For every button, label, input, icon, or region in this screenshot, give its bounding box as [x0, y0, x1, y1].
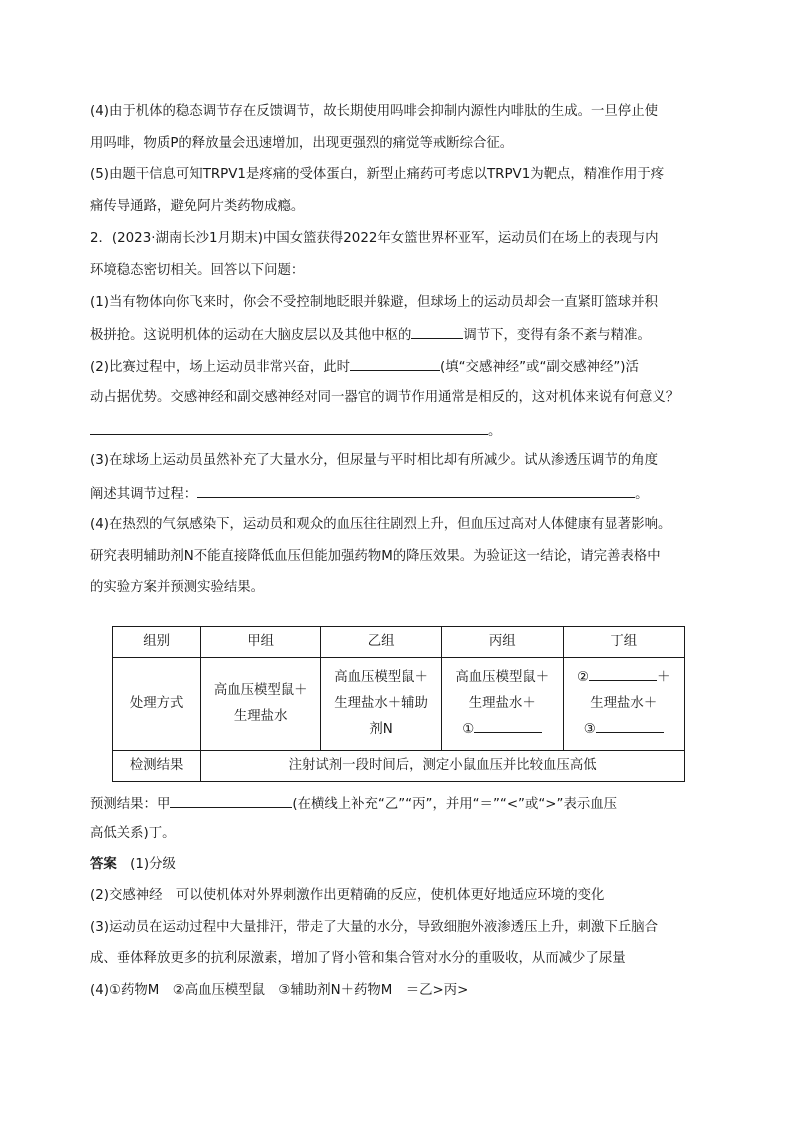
question2-intro-line1: 2．(2023·湖南长沙1月期末)中国女篮获得2022年女篮世界杯亚军，运动员们在场上的表现与内 [90, 231, 659, 246]
subquestion3-text-a: 阐述其调节过程： [90, 487, 198, 502]
table-row-result [113, 751, 685, 782]
cell-ding-line3 [564, 717, 685, 743]
answer-blank-2[interactable] [350, 357, 440, 371]
subquestion2-text-b: (填“交感神经”或“副交感神经”)活 [440, 360, 639, 375]
cell-ding-line1 [564, 665, 685, 691]
subquestion3-line1: (3)在球场上运动员虽然补充了大量水分，但尿量与平时相比却有所减少。试从渗透压调节的角度 [90, 453, 658, 468]
answer-2: (2)交感神经 可以使机体对外界刺激作出更精确的反应，使机体更好地适应环境的变化 [90, 888, 605, 903]
prediction-text-a: 预测结果：甲 [90, 797, 171, 812]
part4-line2: 用吗啡，物质P的释放量会迅速增加，出现更强烈的痛觉等戒断综合征。 [90, 136, 514, 151]
table-blank-2[interactable] [589, 666, 657, 681]
marker-2: ② [577, 670, 590, 685]
cell-ding-plus: ＋ [657, 670, 671, 685]
subquestion4-line3: 的实验方案并预测实验结果。 [90, 580, 265, 595]
answer-blank-4[interactable] [197, 484, 635, 498]
cell-bing-line1: 高血压模型鼠＋ [455, 670, 550, 685]
cell-jia-treatment [201, 658, 321, 751]
marker-1: ① [462, 722, 475, 737]
subquestion1-line1: (1)当有物体向你飞来时，你会不受控制地眨眼并躲避，但球场上的运动员却会一直紧盯篮球并积 [90, 295, 658, 310]
answer-1: (1)分级 [130, 857, 176, 872]
subquestion1-text-a: 极拼抢。这说明机体的运动在大脑皮层以及其他中枢的 [90, 328, 412, 343]
cell-bing-line2: 生理盐水＋ [468, 696, 536, 711]
cell-yi-line1: 高血压模型鼠＋ [334, 670, 428, 685]
marker-3: ③ [583, 722, 596, 737]
header-yi: 乙组 [321, 627, 442, 658]
answer-line1 [90, 856, 710, 874]
subquestion2-end: 。 [488, 424, 502, 439]
cell-yi-line2: 生理盐水＋辅助 [334, 696, 428, 711]
header-group: 组别 [113, 627, 201, 658]
cell-bing-treatment [442, 658, 563, 751]
row-label-treatment: 处理方式 [113, 658, 201, 751]
cell-ding-line2: 生理盐水＋ [590, 696, 658, 711]
part5-line1: (5)由题干信息可知TRPV1是疼痛的受体蛋白，新型止痛药可考虑以TRPV1为靶点，精准作用于疼 [90, 167, 665, 182]
part5-line2: 痛传导通路，避免阿片类药物成瘾。 [90, 199, 305, 214]
part4-line1: (4)由于机体的稳态调节存在反馈调节，故长期使用吗啡会抑制内源性内啡肽的生成。一旦停止使 [90, 104, 658, 119]
subquestion2-text-a: (2)比赛过程中，场上运动员非常兴奋，此时 [90, 360, 350, 375]
subquestion4-line1: (4)在热烈的气氛感染下，运动员和观众的血压往往剧烈上升，但血压过高对人体健康有显著影响。 [90, 517, 672, 532]
subquestion1-line2 [90, 325, 710, 345]
table-row-treatment [113, 658, 685, 751]
question2-intro-line2: 环境稳态密切相关。回答以下问题： [90, 263, 305, 278]
prediction-line1 [90, 794, 710, 814]
table-blank-1[interactable] [474, 718, 542, 733]
prediction-text-b: (在横线上补充“乙”“丙”，并用“＝”“<”或“>”表示血压 [292, 797, 618, 812]
answer-blank-3[interactable] [90, 421, 488, 435]
header-bing: 丙组 [442, 627, 563, 658]
subquestion2-line1 [90, 357, 710, 377]
cell-result-text: 注射试剂一段时间后，测定小鼠血压并比较血压高低 [201, 751, 685, 782]
prediction-blank[interactable] [170, 794, 292, 808]
prediction-line2: 高低关系)丁。 [90, 826, 176, 841]
cell-ding-treatment [563, 658, 685, 751]
subquestion1-text-b: 调节下，变得有条不紊与精准。 [463, 328, 651, 343]
answer-blank-1[interactable] [411, 325, 463, 339]
cell-yi-treatment [321, 658, 442, 751]
cell-jia-line1: 高血压模型鼠＋ [213, 683, 308, 698]
answer-3-line2: 成、垂体释放更多的抗利尿激素，增加了肾小管和集合管对水分的重吸收，从而减少了尿量 [90, 951, 626, 966]
cell-yi-line3: 剂N [369, 722, 393, 737]
subquestion3-line2 [90, 484, 710, 504]
row-label-result: 检测结果 [113, 751, 201, 782]
answer-3-line1: (3)运动员在运动过程中大量排汗，带走了大量的水分，导致细胞外液渗透压上升，刺激下丘脑合 [90, 920, 658, 935]
header-ding: 丁组 [563, 627, 685, 658]
answer-label: 答案 [90, 857, 117, 872]
cell-jia-line2: 生理盐水 [233, 709, 288, 724]
subquestion2-line3 [90, 421, 710, 441]
subquestion3-end: 。 [635, 487, 649, 502]
subquestion4-line2: 研究表明辅助剂N不能直接降低血压但能加强药物M的降压效果。为验证这一结论，请完善表格中 [90, 549, 661, 564]
answer-4: (4)①药物M ②高血压模型鼠 ③辅助剂N＋药物M ＝乙>丙> [90, 983, 469, 998]
header-jia: 甲组 [201, 627, 321, 658]
subquestion2-line2: 动占据优势。交感神经和副交感神经对同一器官的调节作用通常是相反的，这对机体来说有何意义？ [90, 390, 680, 405]
table-blank-3[interactable] [596, 718, 664, 733]
table-header-row [113, 627, 685, 658]
experiment-table [112, 626, 685, 782]
cell-bing-line3 [442, 717, 562, 743]
